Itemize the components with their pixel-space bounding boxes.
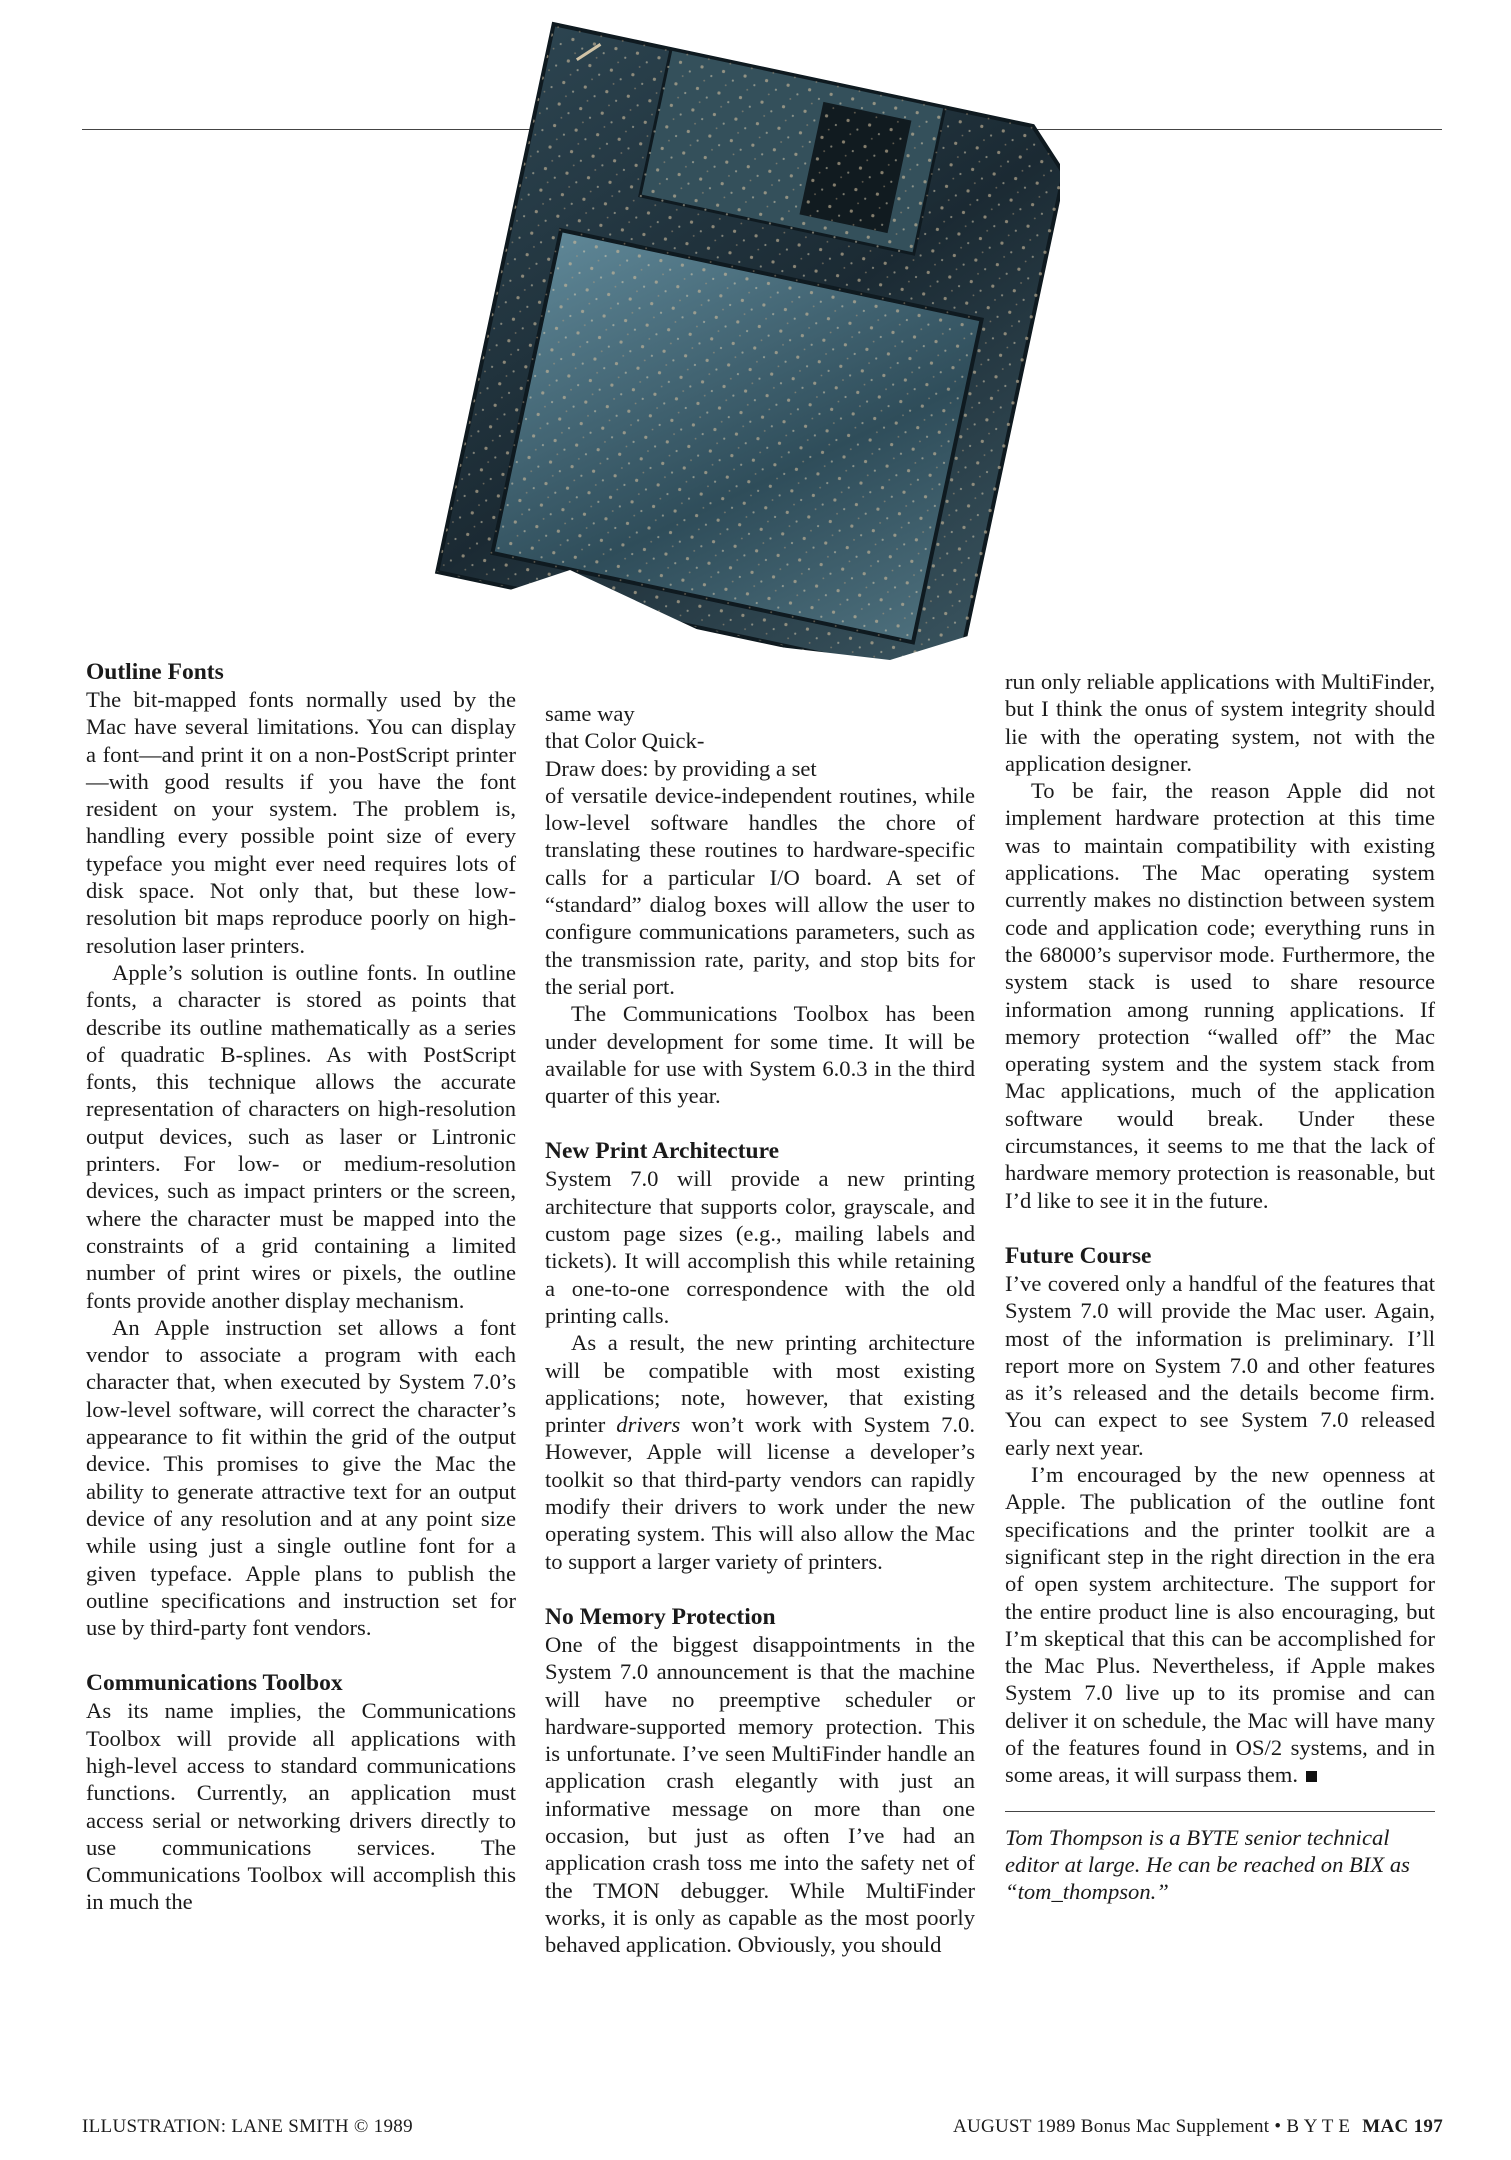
paragraph: I’ve covered only a handful of the features that System 7.0 will provide the Mac user. Again, most of the information is preliminary. I’ll report more on System 7.0 and other features as it’s released and the details become firm. You can expect to see System 7.0 released early next year. (1005, 1270, 1435, 1460)
author-bio: Tom Thompson is a BYTE senior technical editor at large. He can be reached on BIX as “tom_thompson.” (1005, 1824, 1410, 1905)
issue-line: AUGUST 1989 Bonus Mac Supplement • B Y T E (952, 2116, 1351, 2137)
text-run: I’m encouraged by the new openness at Apple. The publication of the outline font specifications and the printer toolkit are a significant step in the right direction in the era of open system architecture. The support for the entire product line is also encouraging, but I’m skeptical that this can be accomplished for the Mac Plus. Nevertheless, if Apple makes System 7.0 live up to its promise and can deliver it on schedule, the Mac will have many of the features found in OS/2 systems, and in some areas, it will surpass them. (1005, 1462, 1435, 1788)
paragraph: One of the biggest disappointments in the System 7.0 announcement is that the machine will have no preemptive scheduler or hardware-supported memory protection. This is unfortunate. I’ve seen MultiFinder handle an application crash elegantly with just an informative message on more than one occasion, but just as often I’ve had an application crash toss me into the safety net of the TMON debugger. While MultiFinder works, it is only as capable as the most poorly behaved application. Obviously, you should (545, 1631, 975, 1958)
end-mark-icon (1306, 1771, 1317, 1782)
text-run: won’t work with System 7.0. However, Apple will license a developer’s toolkit so that third-party vendors can rapidly modify their drivers to work under the new operating system. This will also allow the Mac to support a larger variety of printers. (545, 1412, 975, 1574)
paragraph: Apple’s solution is outline fonts. In outline fonts, a character is stored as points that describe its outline mathematically as a series of quadratic B-splines. As with PostScript fonts, this technique allows the accurate representation of characters on high-resolution output devices, such as laser or Lintronic printers. For low- or medium-resolution devices, such as impact printers or the screen, where the character must be mapped into the constraints of a grid containing a limited number of print wires or pixels, the outline fonts provide another display mechanism. (86, 959, 516, 1313)
paragraph (1005, 1461, 1435, 1789)
paragraph: of versatile device-independent routines, while low-level software handles the chore of translating these routines to hardware-specific calls for a particular I/O board. A set of “standard” dialog boxes will allow the user to configure communications parameters, such as the transmission rate, parity, and stop bits for the serial port. (545, 782, 975, 999)
page-number: MAC 197 (1362, 2116, 1443, 2137)
paragraph: An Apple instruction set allows a font vendor to associate a program with each character that, when executed by System 7.0’s low-level software, will correct the character’s appearance to fit within the grid of the output device. This promises to give the Mac the ability to generate attractive text for an output device of any resolution and at any point size while using just a single outline font for a given typeface. Apple plans to publish the outline specifications and instruction set for use by third-party font vendors. (86, 1314, 516, 1641)
emphasis: drivers (616, 1412, 681, 1438)
page-footer (953, 2116, 1443, 2138)
paragraph-line: that Color Quick- (545, 728, 705, 754)
heading-communications-toolbox: Communications Toolbox (86, 1670, 343, 1697)
heading-outline-fonts: Outline Fonts (86, 659, 224, 685)
paragraph: The Communications Toolbox has been under development for some time. It will be available for use with System 6.0.3 in the third quarter of this year. (545, 1001, 975, 1109)
column-2 (545, 700, 975, 1958)
heading-new-print-architecture: New Print Architecture (545, 1138, 780, 1165)
bio-rule (1005, 1811, 1435, 1812)
illustration-credit: ILLUSTRATION: LANE SMITH © 1989 (82, 2116, 413, 2137)
paragraph: run only reliable applications with MultiFinder, but I think the onus of system integrity should lie with the operating system, not with the application designer. (1005, 669, 1435, 776)
paragraph: The bit-mapped fonts normally used by the Mac have several limitations. You can display a font—and print it on a non-PostScript printer—with good results if you have the font resident on your system. The problem is, handling every possible point size of every typeface you might ever need requires lots of disk space. Not only that, but these low-resolution bit maps reproduce poorly on high-resolution laser printers. (86, 687, 516, 958)
heading-no-memory-protection: No Memory Protection (545, 1603, 776, 1630)
column-3 (1005, 668, 1435, 1905)
column-1 (86, 658, 516, 1916)
paragraph: System 7.0 will provide a new printing architecture that supports color, grayscale, and custom page sizes (e.g., mailing labels and tickets). It will accomplish this while retaining a one-to-one correspondence with the old printing calls. (545, 1166, 975, 1328)
heading-future-course: Future Course (1005, 1242, 1152, 1269)
text-run: As a result, the new printing architecture will be compatible with most existing applications; note, however, that existing printer (545, 1330, 975, 1438)
paragraph: As its name implies, the Communications Toolbox will provide all applications with high-level access to standard communications functions. Currently, an application must access serial or networking drivers directly to use communications services. The Communications Toolbox will accomplish this in much the (86, 1698, 516, 1915)
floppy-disk-illustration (420, 10, 1060, 720)
paragraph (545, 1329, 975, 1575)
floppy-disk-icon (420, 10, 1060, 720)
paragraph-line: same way (545, 701, 635, 726)
paragraph-line: Draw does: by providing a set (545, 755, 817, 781)
paragraph: To be fair, the reason Apple did not implement hardware protection at this time was to maintain compatibility with existing applications. The Mac operating system currently makes no distinction between system code and application code; everything runs in the 68000’s supervisor mode. Furthermore, the system stack is used to share resource information among running applications. If memory protection “walled off” the Mac operating system and the system stack from Mac applications, much of the application software would break. Under these circumstances, it seems to me that the lack of hardware memory protection is reasonable, but I’d like to see it in the future. (1005, 778, 1435, 1213)
